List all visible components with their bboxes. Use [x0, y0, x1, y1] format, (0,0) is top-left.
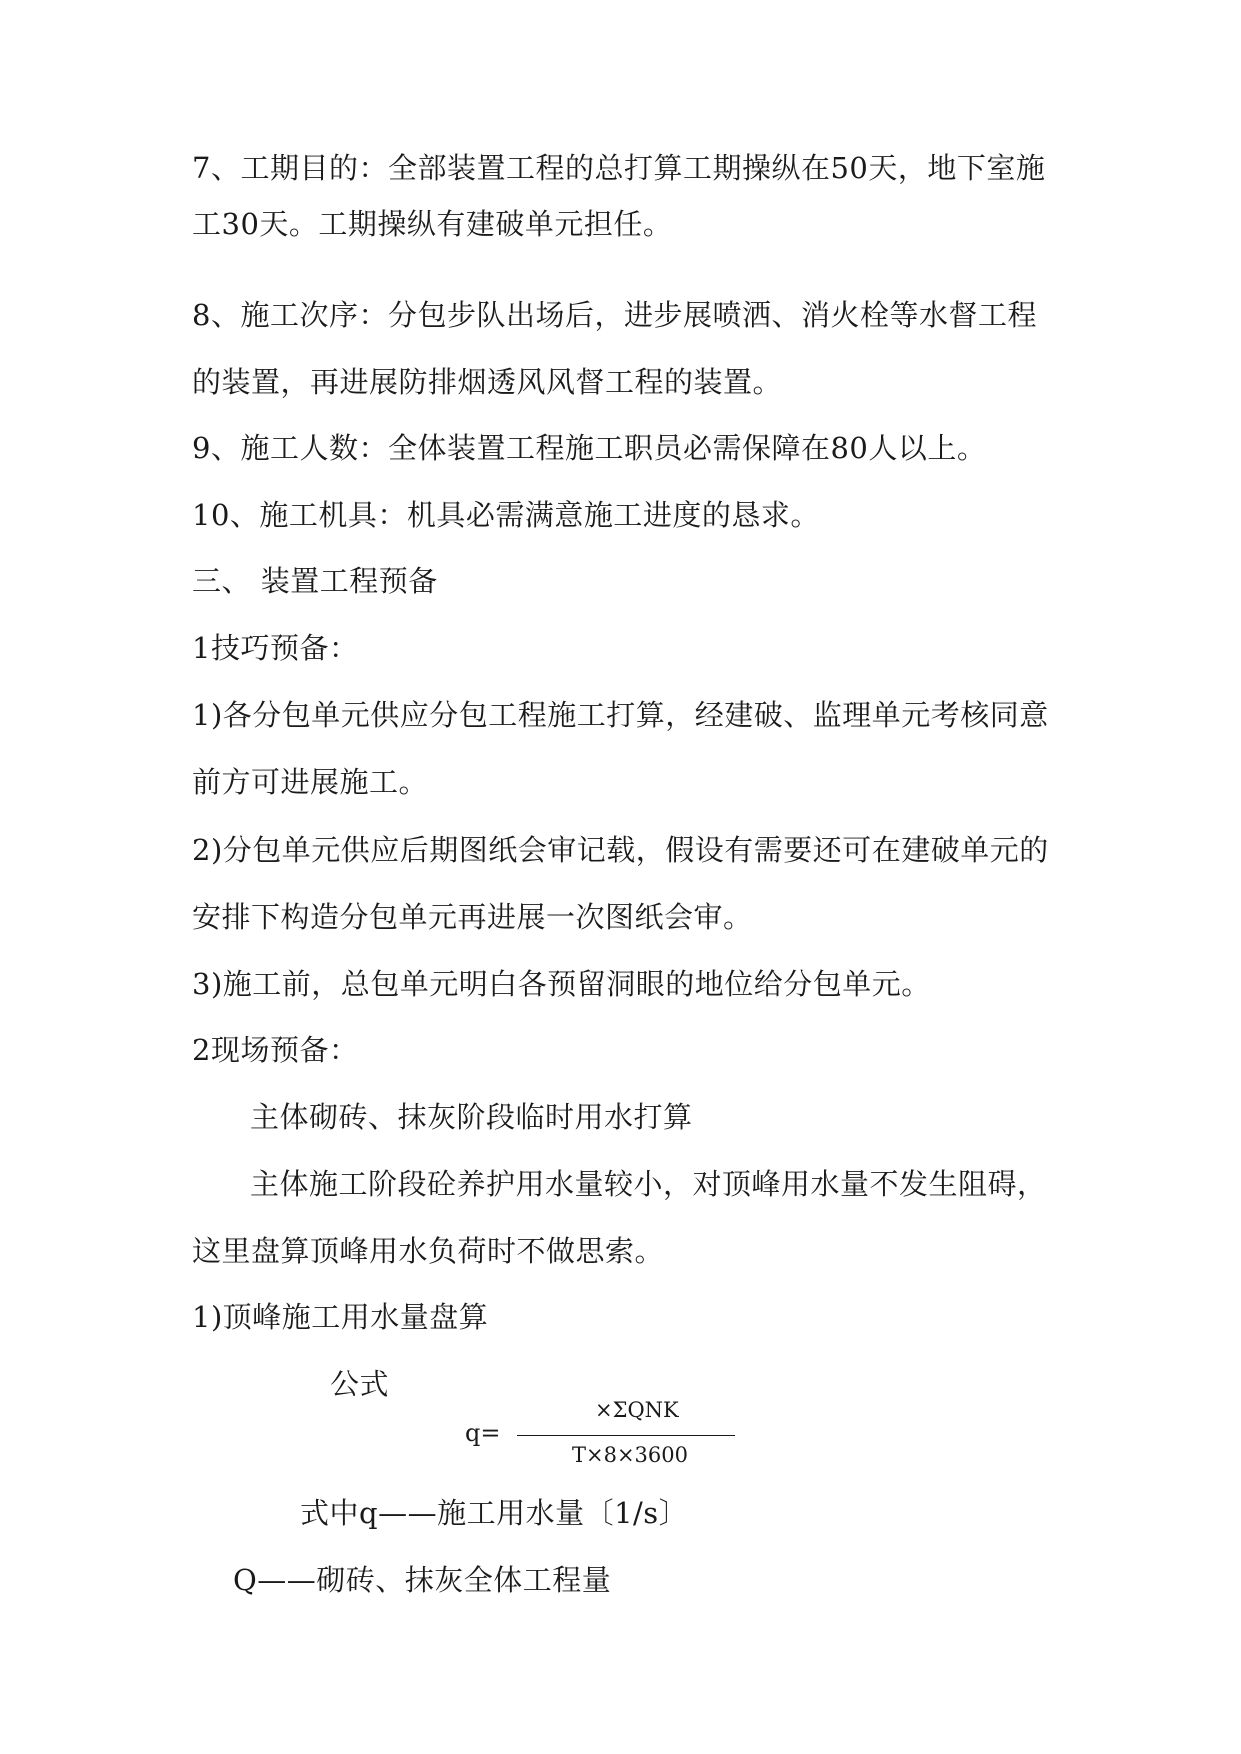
paragraph-line: 前方可进展施工。 [192, 765, 429, 799]
paragraph-line: 10、施工机具：机具必需满意施工进度的恳求。 [192, 498, 820, 532]
formula-lhs: q= [465, 1419, 501, 1447]
subsection-heading: 1技巧预备： [192, 631, 359, 665]
paragraph-line: 主体砌砖、抹灰阶段临时用水打算 [250, 1100, 693, 1134]
paragraph-line: 工30天。工期操纵有建破单元担任。 [192, 207, 673, 241]
paragraph-line: 2)分包单元供应后期图纸会审记载，假设有需要还可在建破单元的 [192, 833, 1049, 867]
definition-line: Q——砌砖、抹灰全体工程量 [233, 1563, 612, 1597]
definition-line: 式中q——施工用水量〔1/s〕 [300, 1496, 689, 1530]
formula-numerator: ×ΣQNK [595, 1398, 679, 1422]
formula-caption: 公式 [330, 1367, 390, 1401]
formula-denominator: T×8×3600 [572, 1443, 689, 1467]
paragraph-line: 主体施工阶段砼养护用水量较小，对顶峰用水量不发生阻碍， [250, 1167, 1047, 1201]
subsection-heading: 2现场预备： [192, 1033, 359, 1067]
fraction-bar [517, 1435, 735, 1436]
paragraph-line: 7、工期目的：全部装置工程的总打算工期操纵在50天，地下室施 [192, 151, 1046, 185]
paragraph-line: 这里盘算顶峰用水负荷时不做思索。 [192, 1234, 665, 1268]
section-heading: 三、 装置工程预备 [192, 564, 438, 598]
paragraph-line: 1)各分包单元供应分包工程施工打算，经建破、监理单元考核同意 [192, 698, 1049, 732]
paragraph-line: 9、施工人数：全体装置工程施工职员必需保障在80人以上。 [192, 431, 987, 465]
paragraph-line: 3)施工前，总包单元明白各预留洞眼的地位给分包单元。 [192, 967, 931, 1001]
paragraph-line: 1)顶峰施工用水量盘算 [192, 1300, 489, 1334]
paragraph-line: 的装置，再进展防排烟透风风督工程的装置。 [192, 365, 783, 399]
paragraph-line: 8、施工次序：分包步队出场后，进步展喷洒、消火栓等水督工程 [192, 298, 1037, 332]
paragraph-line: 安排下构造分包单元再进展一次图纸会审。 [192, 900, 753, 934]
